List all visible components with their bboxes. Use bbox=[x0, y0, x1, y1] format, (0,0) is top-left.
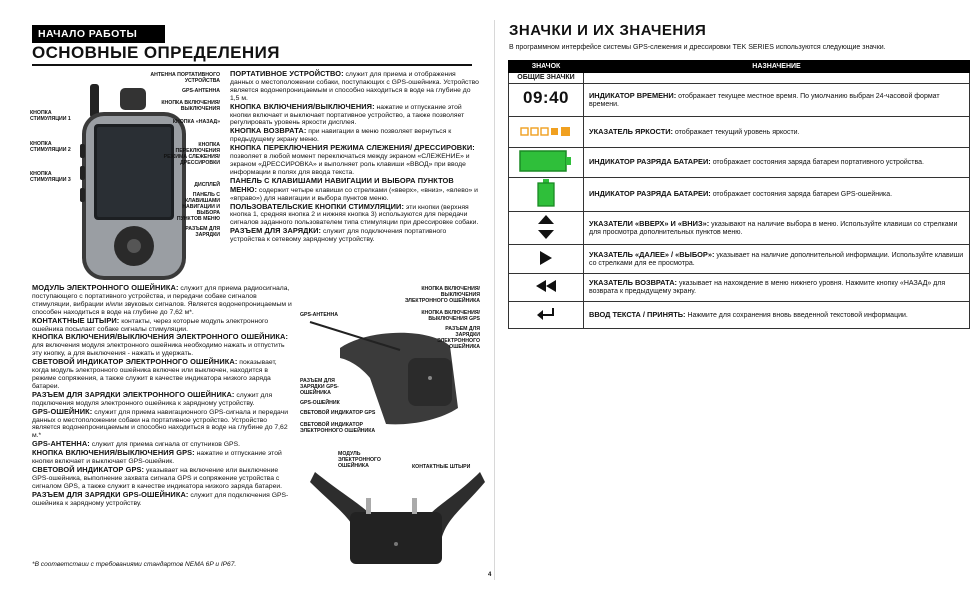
label-back-button: КНОПКА «НАЗАД» bbox=[172, 119, 220, 125]
stim-button-3 bbox=[80, 188, 85, 202]
row-text: указывают на наличие выбора в меню. Используйте клавиши со стрелками для просмотра дополнительных пунктов меню. bbox=[589, 220, 958, 236]
row-description bbox=[584, 117, 970, 148]
label-gps-collar: GPS-ОШЕЙНИК bbox=[300, 400, 340, 406]
definition-item bbox=[32, 449, 294, 466]
header-meaning: НАЗНАЧЕНИЕ bbox=[584, 61, 970, 73]
row-description bbox=[584, 178, 970, 212]
definition-item bbox=[230, 144, 480, 177]
definition-term: КНОПКА ВОЗВРАТА: bbox=[230, 126, 307, 136]
select-button bbox=[127, 239, 141, 253]
definition-term: КНОПКА ВКЛЮЧЕНИЯ/ВЫКЛЮЧЕНИЯ: bbox=[230, 101, 375, 111]
row-description bbox=[584, 148, 970, 178]
contact-point-right bbox=[412, 498, 417, 514]
label-ecollar-power-button: КНОПКА ВКЛЮЧЕНИЯ/ ВЫКЛЮЧЕНИЯ ЭЛЕКТРОННОГО ОШЕЙНИКА bbox=[404, 286, 480, 304]
row-term: ИНДИКАТОР РАЗРЯДА БАТАРЕИ: bbox=[589, 189, 711, 199]
handheld-antenna bbox=[90, 84, 99, 118]
definition-text: служит для приема сигнала от спутников GPS. bbox=[89, 441, 241, 449]
definition-text: для включения модуля электронного ошейника необходимо нажать и отпустить эту кнопку, а для выключения - нажать и удержать. bbox=[32, 342, 285, 358]
row-term: ВВОД ТЕКСТА / ПРИНЯТЬ: bbox=[589, 309, 686, 319]
definition-text: служит для подключения GPS-ошейника к зарядному устройству. bbox=[32, 491, 289, 507]
label-charge-gps-collar: РАЗЪЕМ ДЛЯ ЗАРЯДКИ GPS-ОШЕЙНИКА bbox=[300, 378, 339, 396]
definition-item bbox=[230, 70, 480, 103]
row-description bbox=[584, 274, 970, 302]
definition-item bbox=[32, 358, 294, 391]
icons-table bbox=[508, 60, 970, 329]
definition-item bbox=[32, 466, 294, 491]
table-row bbox=[509, 148, 970, 178]
gps-antenna-bulge bbox=[120, 88, 146, 110]
label-gps-led: СВЕТОВОЙ ИНДИКАТОР GPS bbox=[300, 410, 376, 416]
table-row bbox=[509, 178, 970, 212]
next-icon bbox=[509, 245, 584, 274]
label-antenna: АНТЕННА ПОРТАТИВНОГО УСТРОЙСТВА bbox=[150, 72, 220, 84]
clock-icon bbox=[509, 84, 584, 117]
definition-term: РАЗЪЕМ ДЛЯ ЗАРЯДКИ: bbox=[230, 226, 322, 236]
title-rule bbox=[32, 64, 472, 66]
collar-definitions bbox=[32, 284, 294, 507]
row-term: УКАЗАТЕЛЬ ВОЗВРАТА: bbox=[589, 278, 678, 287]
definition-term: GPS-ОШЕЙНИК: bbox=[32, 406, 93, 416]
row-term: ИНДИКАТОР ВРЕМЕНИ: bbox=[589, 90, 677, 100]
row-term: ИНДИКАТОР РАЗРЯДА БАТАРЕИ: bbox=[589, 157, 711, 167]
definition-text: нажатие и отпускание этой кнопки включает и выключает GPS-ошейник. bbox=[32, 450, 282, 466]
ecollar-module-image bbox=[300, 452, 490, 580]
label-charge-port: РАЗЪЕМ ДЛЯ ЗАРЯДКИ bbox=[185, 226, 220, 238]
table-row bbox=[509, 302, 970, 329]
row-term: УКАЗАТЕЛИ «ВВЕРХ» И «ВНИЗ»: bbox=[589, 218, 710, 228]
row-term: УКАЗАТЕЛЬ ЯРКОСТИ: bbox=[589, 126, 673, 136]
definition-item bbox=[32, 408, 294, 441]
handheld-battery-icon bbox=[509, 148, 584, 178]
row-text: отображает состояния заряда батареи GPS-ошейника. bbox=[710, 191, 893, 199]
row-text: отображает состояния заряда батареи портативного устройства. bbox=[710, 159, 924, 167]
row-description bbox=[584, 84, 970, 117]
definition-text: позволяет в любой момент переключаться между экраном «СЛЕЖЕНИЕ» и экраном «ДРЕССИРОВКА» и выполняет роль клавиши «ВВОД» при вводе информации в полях для ввода текста. bbox=[230, 153, 470, 176]
definition-item bbox=[230, 177, 480, 203]
label-nav-panel: ПАНЕЛЬ С КЛАВИШАМИ НАВИГАЦИИ И ВЫБОРА ПУНКТОВ МЕНЮ bbox=[176, 192, 220, 222]
definition-text: указывает на включение или выключение GPS-ошейника, выполнение захвата сигнала GPS и сопряжение устройства с сигналом GPS, а также служит в качестве индикатора низкого заряда батареи. bbox=[32, 466, 283, 490]
clock-value: 09:40 bbox=[523, 88, 569, 108]
ecollar-led-dot bbox=[394, 542, 398, 546]
row-text: Нажмите для сохранения вновь введенной текстовой информации. bbox=[685, 311, 908, 319]
label-gps-antenna: GPS-АНТЕННА bbox=[181, 88, 220, 94]
section-tag: НАЧАЛО РАБОТЫ bbox=[32, 25, 165, 43]
definition-text: служит для подключения портативного устройства к сетевому зарядному устройству. bbox=[230, 228, 447, 244]
definition-text: служит для приема и отображения данных о местоположении собаки, поступающих с GPS-ошейника. Устройство является водонепроницаемым и способно находиться в воде на глубине до 1,5 м. bbox=[230, 71, 479, 102]
definition-text: показывает, когда модуль электронного ошейника включен или выключен, находится в режиме сопряжения, а также служит в качестве индикатора низкого заряда батареи. bbox=[32, 359, 277, 390]
definition-item bbox=[32, 333, 294, 358]
label-display: ДИСПЛЕЙ bbox=[194, 182, 220, 188]
contact-point-left bbox=[366, 498, 371, 514]
ecollar-box bbox=[350, 512, 442, 564]
label-charge-ecollar: РАЗЪЕМ ДЛЯ ЗАРЯДКИ ЭЛЕКТРОННОГО ОШЕЙНИКА bbox=[437, 326, 480, 350]
definition-term: РАЗЪЕМ ДЛЯ ЗАРЯДКИ GPS-ОШЕЙНИКА: bbox=[32, 489, 189, 499]
label-mode-button: КНОПКА ПЕРЕКЛЮЧЕНИЯ РЕЖИМА СЛЕЖЕНИЯ/ ДРЕССИРОВКИ bbox=[163, 142, 220, 166]
device-definitions bbox=[230, 70, 480, 244]
definition-text: содержит четыре клавиши со стрелками («вверх», «вниз», «влево» и «вправо») для навигации и выбора пунктов меню. bbox=[230, 186, 478, 202]
subheader-empty bbox=[584, 73, 970, 84]
row-text: указывает на нахождение в меню нижнего уровня. Нажмите кнопку «НАЗАД» для возврата к предыдущему экрану. bbox=[589, 280, 946, 296]
gps-collar-box bbox=[408, 358, 452, 406]
subheader-general: ОБЩИЕ ЗНАЧКИ bbox=[509, 73, 584, 84]
definition-item bbox=[32, 491, 294, 508]
brightness-icon bbox=[509, 117, 584, 148]
definition-term: ПОЛЬЗОВАТЕЛЬСКИЕ КНОПКИ СТИМУЛЯЦИИ: bbox=[230, 201, 405, 211]
stim-button-1 bbox=[80, 144, 85, 158]
icons-intro: В программном интерфейсе системы GPS-слежения и дрессировки TEK SERIES используются следующие значки. bbox=[509, 44, 886, 51]
definition-text: контакты, через которые модуль электронного ошейника посылает собаке сигналы стимуляции. bbox=[32, 317, 269, 333]
table-header-row bbox=[509, 61, 970, 73]
page-number: 4 bbox=[488, 572, 492, 578]
page-gutter bbox=[494, 20, 495, 580]
table-row bbox=[509, 117, 970, 148]
label-stim-1: КНОПКА СТИМУЛЯЦИИ 1 bbox=[30, 110, 71, 122]
definition-term: РАЗЪЕМ ДЛЯ ЗАРЯДКИ ЭЛЕКТРОННОГО ОШЕЙНИКА: bbox=[32, 389, 235, 399]
label-ecollar-module: МОДУЛЬ ЭЛЕКТРОННОГО ОШЕЙНИКА bbox=[338, 451, 381, 469]
row-text: отображает текущее местное время. По умолчанию выбран 24-часовой формат времени. bbox=[589, 92, 940, 108]
enter-icon bbox=[509, 302, 584, 329]
back-icon bbox=[509, 274, 584, 302]
table-subheader-row bbox=[509, 73, 970, 84]
definition-item bbox=[230, 227, 480, 244]
row-text: отображает текущий уровень яркости. bbox=[672, 128, 800, 136]
row-description bbox=[584, 302, 970, 329]
definition-term: ПОРТАТИВНОЕ УСТРОЙСТВО: bbox=[230, 69, 344, 78]
definition-text: служит для подключения модуля электронного ошейника к зарядному устройству. bbox=[32, 391, 273, 407]
table-row bbox=[509, 245, 970, 274]
label-ecollar-led: СВЕТОВОЙ ИНДИКАТОР ЭЛЕКТРОННОГО ОШЕЙНИКА bbox=[300, 422, 376, 434]
definition-item bbox=[230, 203, 480, 228]
device-screen-glass bbox=[97, 127, 171, 217]
header-icon: ЗНАЧОК bbox=[509, 61, 584, 73]
definition-item bbox=[230, 127, 480, 144]
gps-led-dot bbox=[428, 376, 432, 380]
definition-term: КНОПКА ВКЛЮЧЕНИЯ/ВЫКЛЮЧЕНИЯ GPS: bbox=[32, 448, 195, 458]
definition-text: служит для приема навигационного GPS-сигнала и передачи данных о местоположении собаки на портативное устройство. Устройство является водонепроницаемым и способно находиться в воде на глубине до 7,62 м.* bbox=[32, 408, 289, 440]
definition-term: КОНТАКТНЫЕ ШТЫРИ: bbox=[32, 315, 120, 325]
definition-term: МОДУЛЬ ЭЛЕКТРОННОГО ОШЕЙНИКА: bbox=[32, 283, 179, 292]
definition-text: эти кнопки (верхняя кнопка 1, средняя кнопка 2 и нижняя кнопка 3) используются для передачи сигналов заданного пользователем типа стимуляции при дрессировке собаки. bbox=[230, 203, 479, 227]
stim-button-2 bbox=[80, 166, 85, 180]
page-title: ОСНОВНЫЕ ОПРЕДЕЛЕНИЯ bbox=[32, 43, 280, 62]
definition-text: при навигации в меню позволяет вернуться к предыдущему экрану меню. bbox=[230, 128, 452, 144]
table-row bbox=[509, 274, 970, 302]
definition-item bbox=[32, 317, 294, 334]
table-row bbox=[509, 212, 970, 245]
footnote: *В соответствии с требованиями стандартов NEMA 6P и IP67. bbox=[32, 561, 237, 568]
definition-term: ПАНЕЛЬ С КЛАВИШАМИ НАВИГАЦИИ И ВЫБОРА ПУНКТОВ МЕНЮ: bbox=[230, 175, 454, 194]
up-down-icon bbox=[509, 212, 584, 245]
definition-term: GPS-АНТЕННА: bbox=[32, 439, 90, 449]
icons-title: ЗНАЧКИ И ИХ ЗНАЧЕНИЯ bbox=[509, 22, 707, 39]
row-description bbox=[584, 245, 970, 274]
label-gps-power-button: КНОПКА ВКЛЮЧЕНИЯ/ ВЫКЛЮЧЕНИЯ GPS bbox=[421, 310, 480, 322]
row-description bbox=[584, 212, 970, 245]
definition-text: нажатие и отпускание этой кнопки включает и выключает портативное устройство, а также позволяет регулировать уровень яркости дисплея. bbox=[230, 103, 465, 127]
right-page bbox=[497, 0, 980, 589]
definition-term: КНОПКА ПЕРЕКЛЮЧЕНИЯ РЕЖИМА СЛЕЖЕНИЯ/ ДРЕССИРОВКИ: bbox=[230, 143, 475, 153]
definition-term: СВЕТОВОЙ ИНДИКАТОР GPS: bbox=[32, 464, 145, 474]
definition-item bbox=[32, 391, 294, 408]
definition-term: КНОПКА ВКЛЮЧЕНИЯ/ВЫКЛЮЧЕНИЯ ЭЛЕКТРОННОГО ОШЕЙНИКА: bbox=[32, 332, 289, 342]
handheld-device-image bbox=[80, 82, 190, 282]
label-stim-3: КНОПКА СТИМУЛЯЦИИ 3 bbox=[30, 171, 71, 183]
row-term: УКАЗАТЕЛЬ «ДАЛЕЕ» / «ВЫБОР»: bbox=[589, 249, 715, 259]
definition-text: служит для приема радиосигнала, поступающего с портативного устройства, и передачи собаке сигналов стимуляции, вибрации и/или звуковых сигналов. Является водонепроницаемым и способен находиться в воде на глубине до 7,62 м*. bbox=[32, 285, 292, 316]
label-power-button: КНОПКА ВКЛЮЧЕНИЯ/ ВЫКЛЮЧЕНИЯ bbox=[161, 100, 220, 112]
row-text: указывает на наличие дополнительной информации. Используйте клавиши со стрелками для ее просмотра. bbox=[589, 251, 964, 267]
gps-battery-icon bbox=[509, 178, 584, 212]
label-contact-points: КОНТАКТНЫЕ ШТЫРИ bbox=[412, 464, 471, 470]
definition-item bbox=[32, 284, 294, 317]
label-stim-2: КНОПКА СТИМУЛЯЦИИ 2 bbox=[30, 141, 71, 153]
table-row bbox=[509, 84, 970, 117]
definition-term: СВЕТОВОЙ ИНДИКАТОР ЭЛЕКТРОННОГО ОШЕЙНИКА: bbox=[32, 357, 238, 367]
label-collar-gps-antenna: GPS-АНТЕННА bbox=[300, 312, 339, 318]
definition-item bbox=[230, 103, 480, 128]
